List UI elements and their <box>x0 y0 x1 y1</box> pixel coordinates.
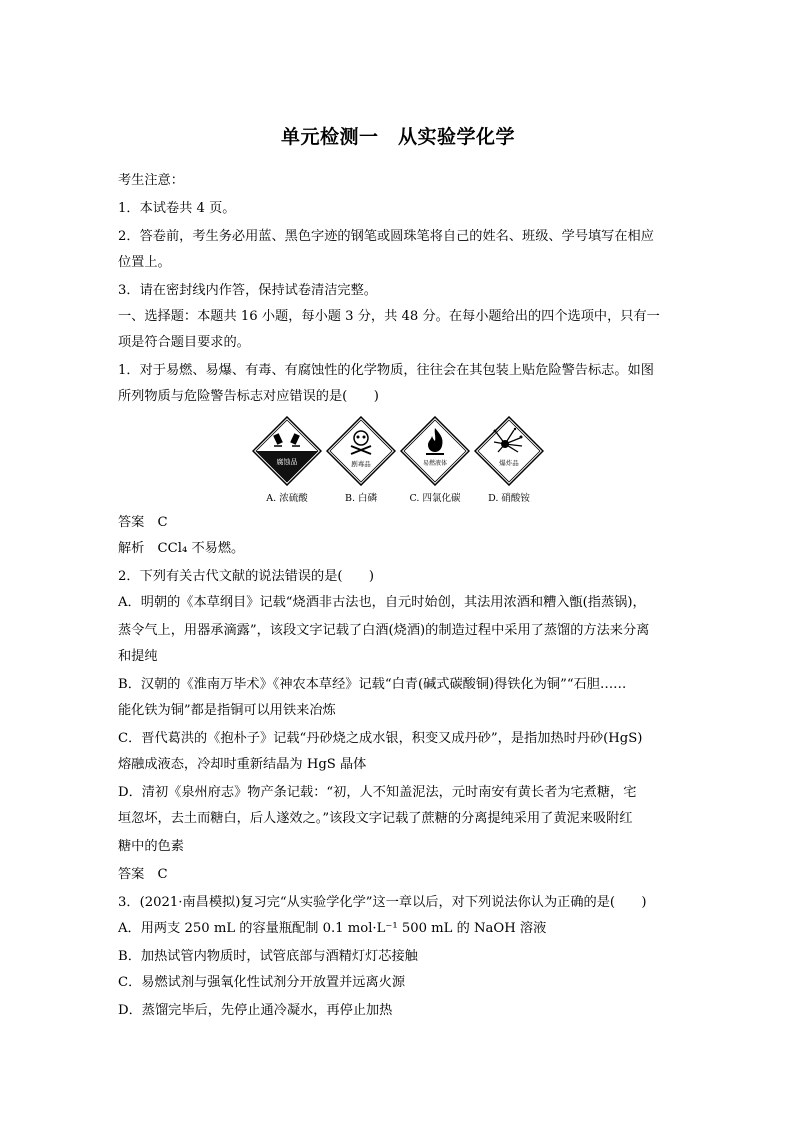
question-2-answer: 答案 C <box>118 867 168 882</box>
notice-item: 2．答卷前，考生务必用蓝、黑色字迹的钢笔或圆珠笔将自己的姓名、班级、学号填写在相应 <box>118 229 654 244</box>
question-2-option-a: A．明朝的《本草纲目》记载“烧酒非古法也，自元时始创，其法用浓酒和糟入甑(指蒸锅)， <box>118 595 646 610</box>
notice-item: 1．本试卷共 4 页。 <box>118 201 236 216</box>
question-2-option-b: B．汉朝的《淮南万毕术》《神农本草经》记载“白青(碱式碳酸铜)得铁化为铜”“石胆…… <box>118 677 627 692</box>
question-3-option-b: B．加热试管内物质时，试管底部与酒精灯灯芯接触 <box>118 949 418 964</box>
question-3-option-a: A．用两支 250 mL 的容量瓶配制 0.1 mol·L⁻¹ 500 mL 的 NaOH 溶液 <box>118 921 547 936</box>
notice-heading: 考生注意： <box>118 173 184 188</box>
question-3-option-c: C．易燃试剂与强氧化性试剂分开放置并远离火源 <box>118 975 406 990</box>
skull-crossbones-icon <box>326 416 396 486</box>
question-1-stem-cont: 所列物质与危险警告标志对应错误的是( ) <box>118 389 379 404</box>
explosion-icon <box>474 416 544 486</box>
hazard-sign-corrosive <box>252 416 322 504</box>
notice-item: 位置上。 <box>118 255 171 270</box>
section-heading: 一、选择题：本题共 16 小题，每小题 3 分，共 48 分。在每小题给出的四个选项中，只有一 <box>118 309 660 324</box>
question-1-analysis: 解析 CCl₄ 不易燃。 <box>118 541 245 556</box>
sign-label: 爆炸品 <box>499 459 519 467</box>
question-3-option-d: D．蒸馏完毕后，先停止通冷凝水，再停止加热 <box>118 1003 393 1018</box>
hazard-sign-flammable <box>400 416 470 504</box>
sign-label: 剧毒品 <box>351 460 371 468</box>
question-1-stem: 1．对于易燃、易爆、有毒、有腐蚀性的化学物质，往往会在其包装上贴危险警告标志。如图 <box>118 363 654 378</box>
flame-icon <box>400 416 470 486</box>
question-2-option-d: D．清初《泉州府志》物产条记载：“初，人不知盖泥法，元时南安有黄长者为宅煮糖，宅 <box>118 785 637 800</box>
sign-caption: B. 白磷 <box>344 493 378 504</box>
hazard-signs-figure <box>252 416 544 504</box>
sign-caption: A. 浓硫酸 <box>266 493 308 504</box>
sign-caption: D. 硝酸铵 <box>488 493 530 504</box>
hazard-sign-toxic <box>326 416 396 504</box>
section-heading-cont: 项是符合题目要求的。 <box>118 335 250 350</box>
corrosive-icon <box>252 416 322 486</box>
question-2-stem: 2．下列有关古代文献的说法错误的是( ) <box>118 569 375 584</box>
notice-item: 3．请在密封线内作答，保持试卷清洁完整。 <box>118 283 377 298</box>
question-1-answer: 答案 C <box>118 515 168 530</box>
question-2-option-c: C．晋代葛洪的《抱朴子》记载“丹砂烧之成水银，积变又成丹砂”，是指加热时丹砂(HgS) <box>118 731 643 746</box>
sign-label: 腐蚀品 <box>276 458 298 466</box>
sign-label: 易燃液体 <box>422 460 448 467</box>
page-title: 单元检测一 从实验学化学 <box>280 126 515 148</box>
question-2-option-c-cont: 熔融成液态，冷却时重新结晶为 HgS 晶体 <box>118 757 367 772</box>
question-2-option-d-cont: 糖中的色素 <box>118 839 184 854</box>
hazard-sign-explosive <box>474 416 544 504</box>
question-2-option-a-cont: 和提纯 <box>118 649 158 664</box>
sign-caption: C. 四氯化碳 <box>409 493 461 504</box>
question-2-option-d-cont: 垣忽坏，去土而糖白，后人遂效之。”该段文字记载了蔗糖的分离提纯采用了黄泥来吸附红 <box>118 811 633 826</box>
question-2-option-b-cont: 能化铁为铜”都是指铜可以用铁来冶炼 <box>118 703 336 718</box>
question-2-option-a-cont: 蒸令气上，用器承滴露”，该段文字记载了白酒(烧酒)的制造过程中采用了蒸馏的方法来分离 <box>118 623 650 638</box>
question-3-stem: 3．(2021·南昌模拟)复习完“从实验学化学”这一章以后，对下列说法你认为正确的是( ) <box>118 895 647 910</box>
